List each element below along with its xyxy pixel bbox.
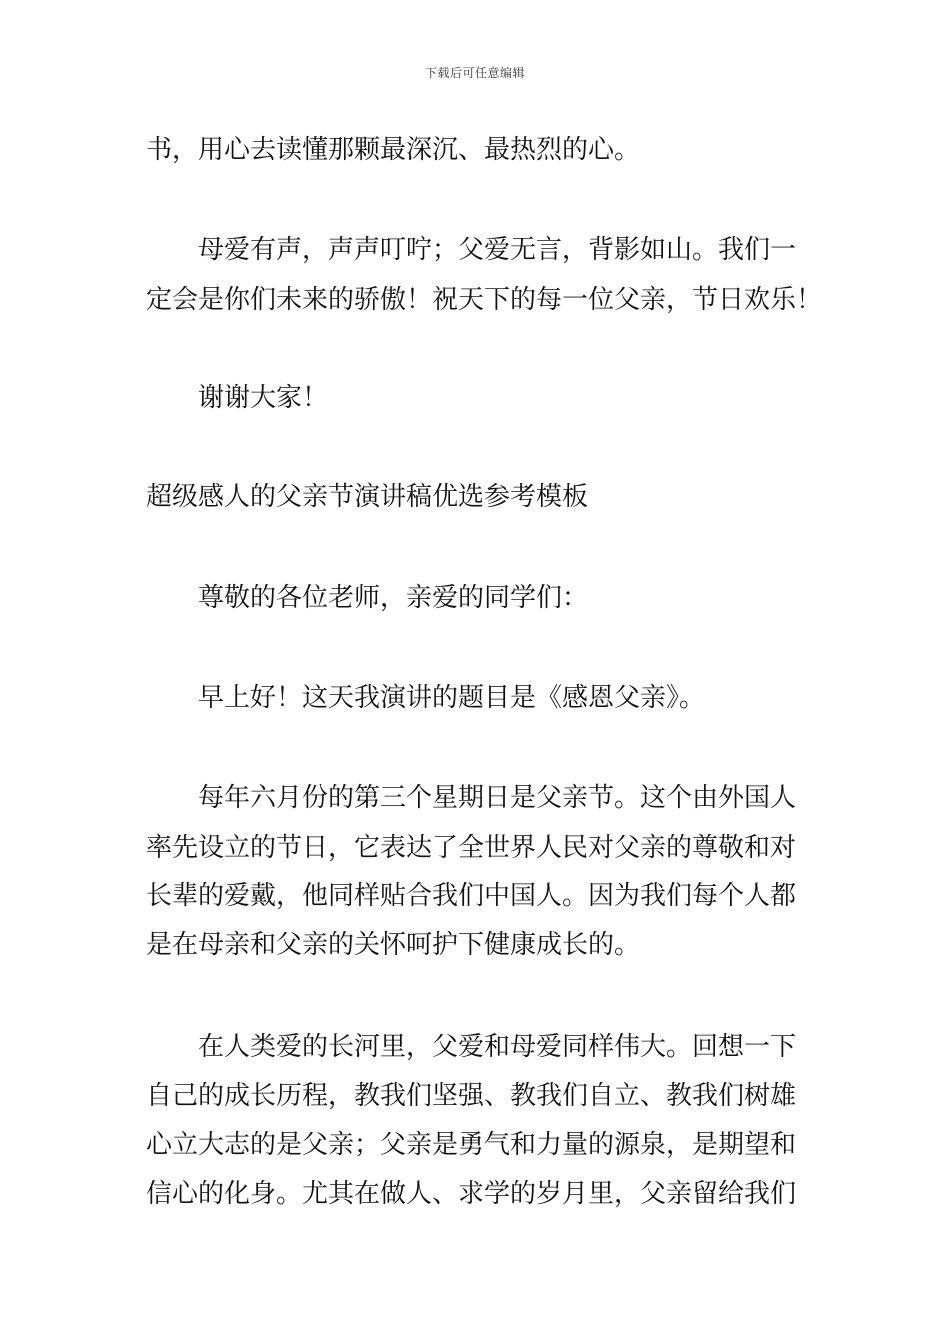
paragraph-line: 早上好！这天我演讲的题目是《感恩父亲》。 — [198, 683, 706, 713]
paragraph-line: 谢谢大家！ — [198, 383, 329, 413]
paragraph-line: 自己的成长历程，教我们坚强、教我们自立、教我们树雄 — [146, 1081, 797, 1111]
paragraph-line: 在人类爱的长河里，父爱和母爱同样伟大。回想一下 — [198, 1032, 797, 1062]
paragraph-line: 母爱有声，声声叮咛；父爱无言，背影如山。我们一 — [198, 235, 797, 265]
paragraph-line: 每年六月份的第三个星期日是父亲节。这个由外国人 — [198, 783, 797, 813]
paragraph-line: 心立大志的是父亲；父亲是勇气和力量的源泉，是期望和 — [146, 1130, 797, 1160]
paragraph-line: 长辈的爱戴，他同样贴合我们中国人。因为我们每个人都 — [146, 881, 797, 911]
paragraph-line: 是在母亲和父亲的关怀呵护下健康成长的。 — [146, 930, 641, 960]
page-header: 下载后可任意编辑 — [424, 66, 525, 80]
section-title: 超级感人的父亲节演讲稿优选参考模板 — [146, 482, 589, 512]
paragraph-line: 信心的化身。尤其在做人、求学的岁月里，父亲留给我们 — [146, 1179, 797, 1209]
paragraph-line: 尊敬的各位老师，亲爱的同学们： — [198, 583, 589, 613]
paragraph-line: 率先设立的节日，它表达了全世界人民对父亲的尊敬和对 — [146, 833, 797, 863]
paragraph-line: 书，用心去读懂那颗最深沉、最热烈的心。 — [146, 135, 641, 165]
paragraph-line: 定会是你们未来的骄傲！祝天下的每一位父亲，节日欢乐！ — [146, 285, 823, 315]
